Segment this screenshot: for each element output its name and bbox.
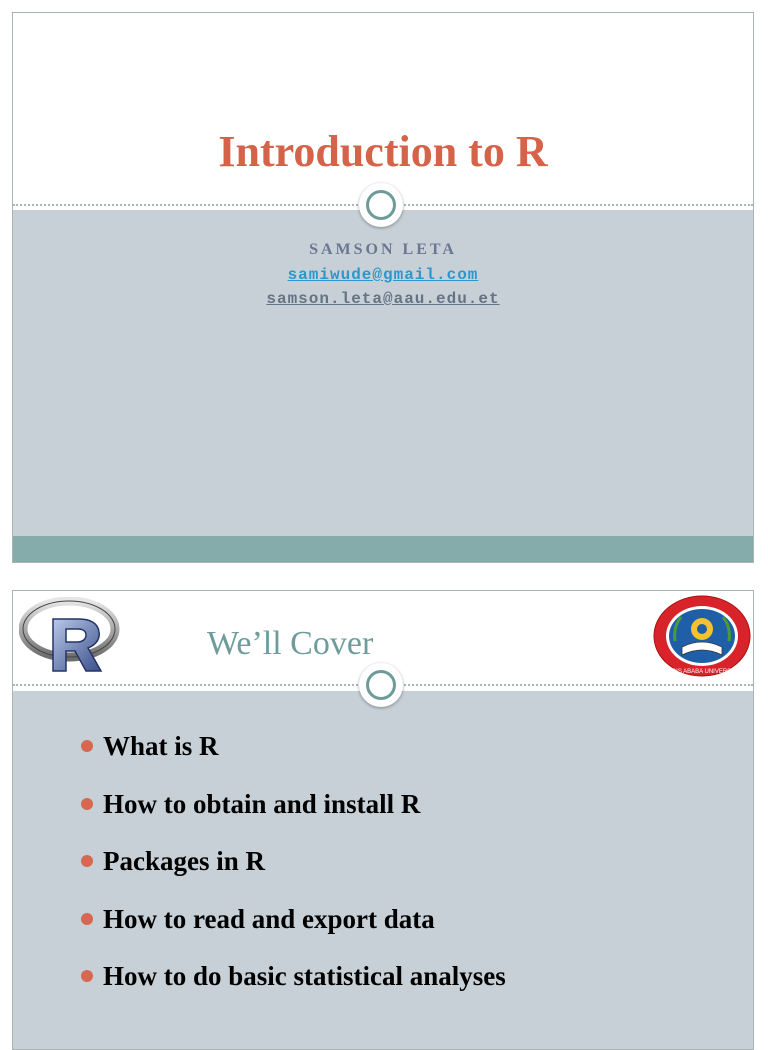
author-name: SAMSON LETA (309, 241, 457, 258)
bullet-icon (81, 970, 93, 982)
bullet-icon (81, 855, 93, 867)
topic-list (81, 731, 506, 1019)
bullet-icon (81, 798, 93, 810)
list-item (81, 731, 506, 789)
list-item (81, 904, 506, 962)
r-logo-icon (19, 597, 123, 680)
list-item (81, 846, 506, 904)
list-item-text: What is R (103, 731, 219, 761)
email-link-secondary[interactable]: samson.leta@aau.edu.et (266, 290, 500, 308)
list-item (81, 789, 506, 847)
ring-ornament-icon (359, 663, 403, 707)
email-link-primary[interactable]: samiwude@gmail.com (287, 266, 479, 284)
ring-ornament-icon (359, 183, 403, 227)
list-item-text: Packages in R (103, 846, 265, 876)
list-item-text: How to obtain and install R (103, 788, 421, 819)
seal-text: ADDIS ABABA UNIVERSITY (663, 669, 741, 675)
slide-title: We’ll Cover (207, 625, 374, 662)
slide-header-area (13, 13, 753, 204)
bullet-icon (81, 913, 93, 925)
slide-title: Introduction to R (218, 127, 548, 176)
bullet-icon (81, 740, 93, 752)
contents-slide (12, 590, 754, 1050)
list-item-text: How to do basic statistical analyses (103, 961, 506, 991)
list-item (81, 961, 506, 1019)
footer-band (13, 536, 753, 562)
addis-ababa-university-seal-icon (651, 593, 753, 684)
list-item-text: How to read and export data (103, 903, 435, 934)
title-slide (12, 12, 754, 563)
